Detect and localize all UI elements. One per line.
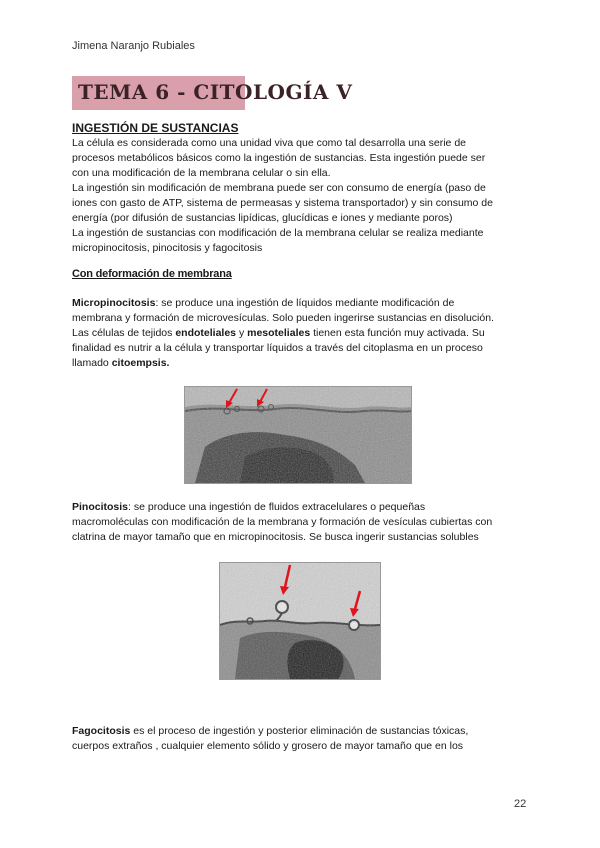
intro-line: con una modificación de la membrana celular o sin ella. [72, 167, 331, 179]
section-heading: INGESTIÓN DE SUSTANCIAS [72, 121, 239, 135]
page-title: TEMA 6 - CITOLOGÍA V [78, 80, 353, 104]
micrograph-image-2 [220, 563, 380, 679]
page-number: 22 [514, 798, 527, 810]
term-fagocitosis: Fagocitosis [72, 725, 131, 737]
text-span: : se produce una ingestión de fluidos extracelulares o pequeñas [128, 501, 426, 513]
intro-line: La ingestión sin modificación de membrana puede ser con consumo de energía (paso de [72, 182, 486, 194]
title-banner [72, 76, 353, 110]
intro-paragraph [72, 136, 532, 256]
text-line: membrana y formación de microvesículas. Solo pueden ingerirse sustancias en disolución. [72, 312, 494, 324]
text-line: finalidad es nutrir a la célula y transportar líquidos a través del citoplasma en un proceso [72, 342, 483, 354]
text-span: : se produce una ingestión de líquidos mediante modificación de [155, 297, 455, 309]
intro-line: La ingestión de sustancias con modificación de la membrana celular se realiza mediante [72, 227, 484, 239]
text-span: tienen esta función muy activada. Su [310, 327, 485, 339]
pinocitosis-micrograph [219, 562, 381, 680]
term-pinocitosis: Pinocitosis [72, 501, 129, 513]
micropinocitosis-paragraph [72, 296, 532, 371]
text-span: es el proceso de ingestión y posterior eliminación de sustancias tóxicas, [130, 725, 469, 737]
micropinocitosis-micrograph [184, 386, 412, 484]
subsection-heading: Con deformación de membrana [72, 268, 232, 280]
text-span: llamado [72, 357, 112, 369]
text-line: clatrina de mayor tamaño que en micropinocitosis. Se busca ingerir sustancias solubles [72, 531, 479, 543]
text-span: Las células de tejidos [72, 327, 176, 339]
term-citoempsis: citoempsis. [111, 357, 170, 369]
text-line: macromoléculas con modificación de la membrana y formación de vesículas cubiertas con [72, 516, 493, 528]
intro-line: iones con gasto de ATP, sistema de permeasas y sistema transportador) y sin consumo de [72, 197, 493, 209]
term-mesoteliales: mesoteliales [247, 327, 311, 339]
intro-line: procesos metabólicos básicos como la ingestión de sustancias. Esta ingestión puede ser [72, 152, 486, 164]
intro-line: micropinocitosis, pinocitosis y fagocitosis [72, 242, 263, 254]
term-micropinocitosis: Micropinocitosis [72, 297, 156, 309]
text-span: y [236, 327, 248, 339]
text-line: cuerpos extraños , cualquier elemento sólido y grosero de mayor tamaño que en los [72, 740, 464, 752]
term-endoteliales: endoteliales [175, 327, 237, 339]
micrograph-image-1 [185, 387, 411, 483]
intro-line: La célula es considerada como una unidad viva que como tal desarrolla una serie de [72, 137, 466, 149]
pinocitosis-paragraph [72, 500, 542, 545]
author-name: Jimena Naranjo Rubiales [72, 40, 195, 52]
intro-line: energía (por difusión de sustancias lipídicas, glucídicas e iones y mediante poros) [72, 212, 453, 224]
fagocitosis-paragraph [72, 724, 532, 754]
